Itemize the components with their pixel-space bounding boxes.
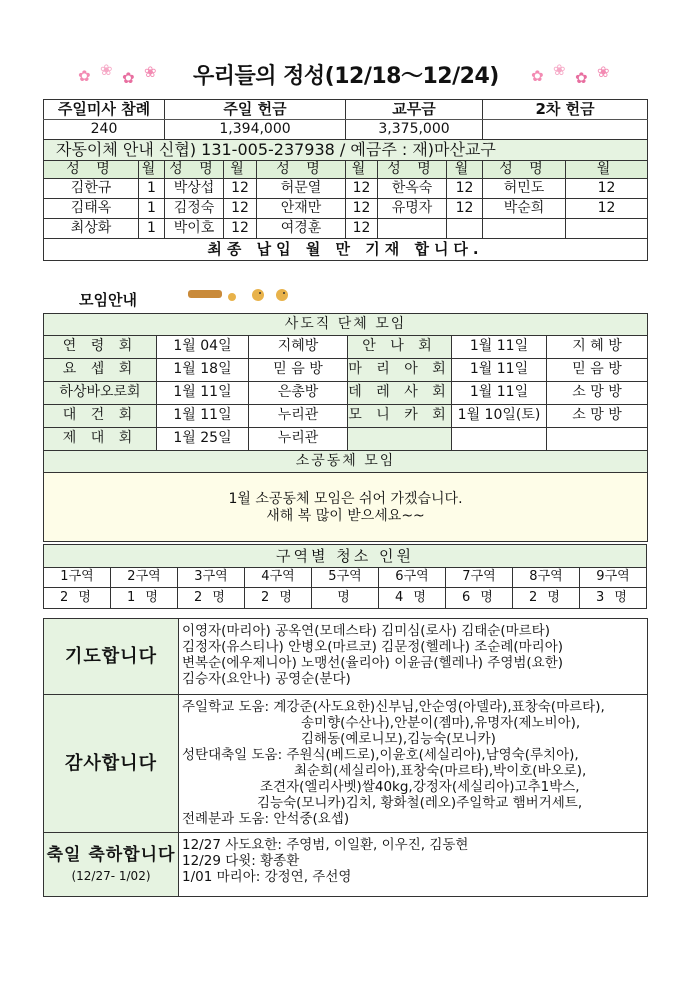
meeting-room: 누리관 bbox=[249, 428, 348, 451]
cleaner-count: 6 명 bbox=[446, 588, 513, 609]
thanks-line: 전례분과 도움: 안석중(요셉) bbox=[182, 811, 350, 827]
prayer-line: 김승자(요안나) 공영순(분다) bbox=[182, 671, 351, 687]
flower-decoration-left: ✿ ❀ ✿ ❀ bbox=[78, 61, 157, 87]
group-name: 제 대 회 bbox=[44, 428, 157, 451]
group-name: 요 셉 회 bbox=[44, 359, 157, 382]
table-cell: 1 bbox=[139, 219, 165, 239]
count-row bbox=[44, 588, 647, 609]
small-community-message: 1월 소공동체 모임은 쉬어 가겠습니다. bbox=[44, 473, 648, 508]
group-name bbox=[348, 428, 452, 451]
table-cell: 최상화 bbox=[44, 219, 139, 239]
feast-line: 12/29 다윗: 황종환 bbox=[182, 853, 300, 869]
meeting-room bbox=[547, 428, 648, 451]
meeting-room: 지 혜 방 bbox=[547, 336, 648, 359]
feast-label: 축일 축하합니다 bbox=[46, 844, 176, 865]
attendance-header: 주일미사 참례 bbox=[44, 100, 165, 120]
table-cell: 허민도 bbox=[483, 179, 566, 199]
table-cell bbox=[378, 219, 447, 239]
district-label: 6구역 bbox=[379, 568, 446, 588]
table-cell: 여경훈 bbox=[257, 219, 346, 239]
table-row bbox=[44, 405, 648, 428]
group-name: 안 나 회 bbox=[348, 336, 452, 359]
group-name: 대 건 회 bbox=[44, 405, 157, 428]
small-community-title: 소공동체 모임 bbox=[44, 451, 648, 473]
table-cell: 김정숙 bbox=[165, 199, 224, 219]
table-row bbox=[44, 382, 648, 405]
district-label: 9구역 bbox=[580, 568, 647, 588]
meeting-date: 1월 10일(토) bbox=[452, 405, 547, 428]
meeting-date: 1월 11일 bbox=[157, 382, 249, 405]
cleaner-count: 명 bbox=[312, 588, 379, 609]
cleaner-count: 3 명 bbox=[580, 588, 647, 609]
col-header: 성 명 bbox=[257, 161, 346, 179]
meeting-date: 1월 04일 bbox=[157, 336, 249, 359]
table-cell: 한옥숙 bbox=[378, 179, 447, 199]
cleaner-count: 2 명 bbox=[178, 588, 245, 609]
feast-line: 1/01 마리아: 강정연, 주선영 bbox=[182, 869, 352, 885]
district-label: 2구역 bbox=[111, 568, 178, 588]
col-header: 월 bbox=[447, 161, 483, 179]
table-cell: 박이호 bbox=[165, 219, 224, 239]
flower-decoration-right: ✿ ❀ ✿ ❀ bbox=[531, 61, 610, 87]
apostolic-groups-title: 사도직 단체 모임 bbox=[44, 314, 648, 336]
district-label: 4구역 bbox=[245, 568, 312, 588]
meeting-date: 1월 25일 bbox=[157, 428, 249, 451]
groups-table bbox=[43, 313, 648, 542]
offering-table bbox=[43, 99, 648, 261]
district-label: 8구역 bbox=[513, 568, 580, 588]
cleaning-table bbox=[43, 544, 647, 609]
meeting-room: 소 망 방 bbox=[547, 405, 648, 428]
attendance-value: 240 bbox=[44, 120, 165, 140]
meeting-room: 믿 음 방 bbox=[547, 359, 648, 382]
new-year-greeting: 새해 복 많이 받으세요~~ bbox=[44, 507, 648, 542]
second-collection-value bbox=[483, 120, 648, 140]
table-row bbox=[44, 359, 648, 382]
group-name: 모 니 카 회 bbox=[348, 405, 452, 428]
table-cell: 12 bbox=[346, 219, 378, 239]
meeting-room: 지혜방 bbox=[249, 336, 348, 359]
prayer-label: 기도합니다 bbox=[44, 619, 179, 695]
thanks-line: 최순희(세실리아),표창숙(마르타),박이호(바오로), bbox=[294, 763, 587, 779]
meeting-date bbox=[452, 428, 547, 451]
title-area bbox=[0, 55, 691, 95]
col-header: 월 bbox=[224, 161, 257, 179]
thanks-list bbox=[179, 695, 648, 833]
payment-header-row bbox=[44, 161, 648, 179]
thanks-label: 감사합니다 bbox=[44, 695, 179, 833]
cleaner-count: 2 명 bbox=[245, 588, 312, 609]
group-name: 연 령 회 bbox=[44, 336, 157, 359]
meeting-date: 1월 11일 bbox=[157, 405, 249, 428]
thanks-line: 조견자(엘리사벳)쌀40kg,강정자(세실리아)고추1박스, bbox=[260, 779, 580, 795]
table-cell: 12 bbox=[346, 179, 378, 199]
cleaner-count: 1 명 bbox=[111, 588, 178, 609]
table-cell: 12 bbox=[224, 199, 257, 219]
table-cell: 김태옥 bbox=[44, 199, 139, 219]
table-cell: 박순희 bbox=[483, 199, 566, 219]
feast-date-range: (12/27- 1/02) bbox=[71, 869, 151, 884]
payment-note: 최종 납입 월 만 기재 합니다. bbox=[44, 239, 648, 261]
table-cell bbox=[566, 219, 648, 239]
col-header: 성 명 bbox=[165, 161, 224, 179]
prayer-line: 이영자(마리아) 공옥연(모데스타) 김미심(로사) 김태순(마르타) bbox=[182, 623, 550, 639]
meeting-room: 은총방 bbox=[249, 382, 348, 405]
district-label: 7구역 bbox=[446, 568, 513, 588]
group-name: 하상바오로회 bbox=[44, 382, 157, 405]
table-cell: 12 bbox=[346, 199, 378, 219]
table-row bbox=[44, 219, 648, 239]
prayer-list bbox=[179, 619, 648, 695]
thanks-line: 김능숙(모니카)김치, 황화철(레오)주일학교 햄버거세트, bbox=[257, 795, 583, 811]
thanks-line: 송미향(수산나),안분이(젬마),유명자(제노비아), bbox=[301, 715, 581, 731]
meeting-room: 소 망 방 bbox=[547, 382, 648, 405]
table-cell: 허문열 bbox=[257, 179, 346, 199]
auto-transfer-info: 자동이체 안내 신협) 131-005-237938 / 예금주 : 재)마산교구 bbox=[44, 140, 648, 161]
second-collection-header: 2차 헌금 bbox=[483, 100, 648, 120]
feast-line: 12/27 사도요한: 주영범, 이일환, 이우진, 김동현 bbox=[182, 837, 469, 853]
district-label: 3구역 bbox=[178, 568, 245, 588]
feast-list bbox=[179, 833, 648, 897]
cleaner-count: 2 명 bbox=[44, 588, 111, 609]
sunday-offering-header: 주일 헌금 bbox=[165, 100, 346, 120]
col-header: 성 명 bbox=[378, 161, 447, 179]
notice-table bbox=[43, 618, 648, 897]
thanks-line: 김해동(예로니모),김능숙(모니카) bbox=[301, 731, 496, 747]
parish-dues-header: 교무금 bbox=[346, 100, 483, 120]
parish-dues-value: 3,375,000 bbox=[346, 120, 483, 140]
group-name: 데 레 사 회 bbox=[348, 382, 452, 405]
feast-label-cell bbox=[44, 833, 179, 897]
district-label: 5구역 bbox=[312, 568, 379, 588]
table-row bbox=[44, 428, 648, 451]
meeting-date: 1월 11일 bbox=[452, 359, 547, 382]
table-cell: 1 bbox=[139, 199, 165, 219]
meeting-date: 1월 11일 bbox=[452, 382, 547, 405]
col-header: 성 명 bbox=[483, 161, 566, 179]
table-cell: 안재만 bbox=[257, 199, 346, 219]
meetings-label: 모임안내 bbox=[79, 291, 137, 309]
meeting-date: 1월 11일 bbox=[452, 336, 547, 359]
prayer-line: 김정자(유스티나) 안병오(마르코) 김문정(헬레나) 조순례(마리아) bbox=[182, 639, 564, 655]
table-row bbox=[44, 336, 648, 359]
table-cell: 12 bbox=[566, 179, 648, 199]
table-cell: 12 bbox=[566, 199, 648, 219]
district-row bbox=[44, 568, 647, 588]
meeting-room: 믿 음 방 bbox=[249, 359, 348, 382]
table-cell: 유명자 bbox=[378, 199, 447, 219]
district-label: 1구역 bbox=[44, 568, 111, 588]
table-cell: 12 bbox=[224, 179, 257, 199]
meeting-room: 누리관 bbox=[249, 405, 348, 428]
cleaner-count: 4 명 bbox=[379, 588, 446, 609]
table-cell: 12 bbox=[447, 199, 483, 219]
col-header: 월 bbox=[139, 161, 165, 179]
cleaning-title: 구역별 청소 인원 bbox=[44, 545, 647, 568]
table-cell: 박상섭 bbox=[165, 179, 224, 199]
table-row bbox=[44, 199, 648, 219]
table-cell: 김한규 bbox=[44, 179, 139, 199]
table-cell bbox=[447, 219, 483, 239]
thanks-line: 성탄대축일 도움: 주원식(베드로),이윤호(세실리아),남영숙(루치아), bbox=[182, 747, 579, 763]
group-name: 마 리 아 회 bbox=[348, 359, 452, 382]
table-cell: 1 bbox=[139, 179, 165, 199]
table-cell: 12 bbox=[224, 219, 257, 239]
meeting-date: 1월 18일 bbox=[157, 359, 249, 382]
table-row bbox=[44, 179, 648, 199]
col-header: 성 명 bbox=[44, 161, 139, 179]
sunday-offering-value: 1,394,000 bbox=[165, 120, 346, 140]
col-header: 월 bbox=[566, 161, 648, 179]
prayer-line: 변복순(에우제니아) 노맹선(율리아) 이윤금(헬레나) 주영범(요한) bbox=[182, 655, 564, 671]
page-title: 우리들의 정성(12/18～12/24) bbox=[193, 64, 499, 89]
table-cell bbox=[483, 219, 566, 239]
cleaner-count: 2 명 bbox=[513, 588, 580, 609]
table-cell: 12 bbox=[447, 179, 483, 199]
col-header: 월 bbox=[346, 161, 378, 179]
thanks-line: 주일학교 도움: 계강준(사도요한)신부님,안순영(아델라),표창숙(마르타), bbox=[182, 699, 605, 715]
birds-decoration-icon bbox=[188, 285, 298, 305]
